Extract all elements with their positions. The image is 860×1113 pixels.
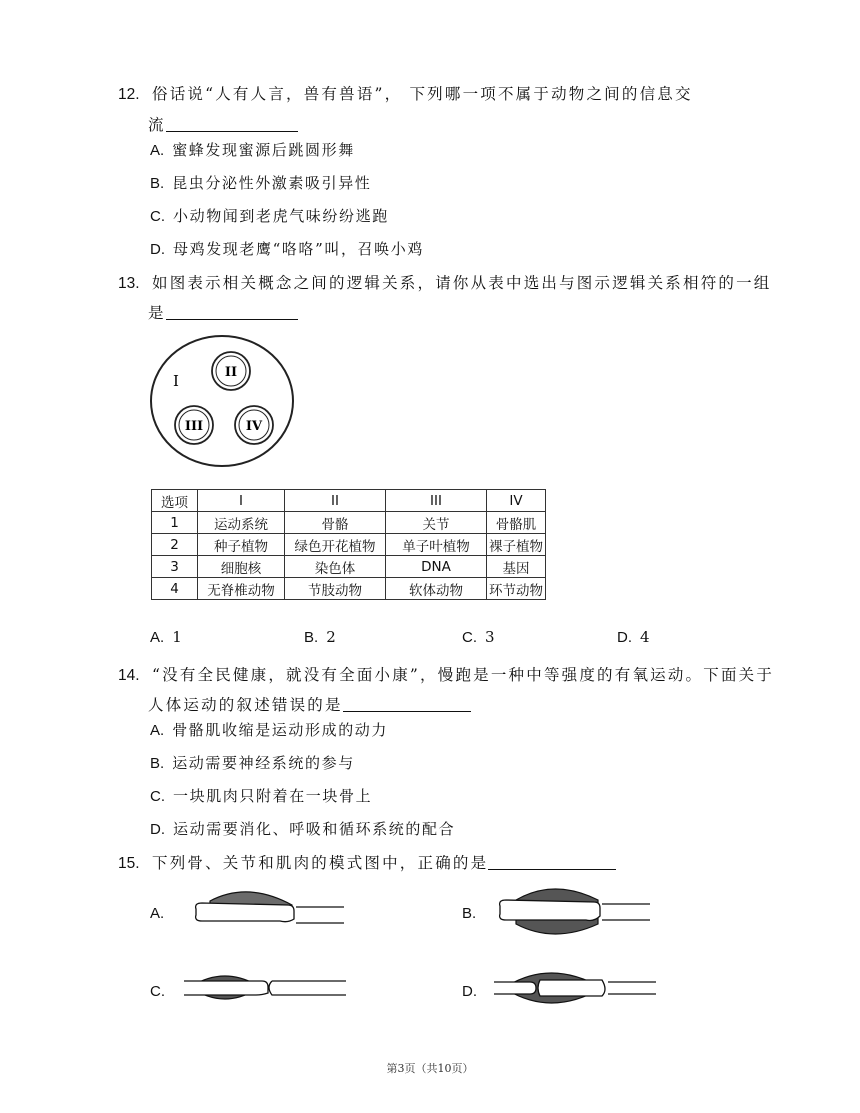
table-cell: 细胞核 xyxy=(198,556,285,578)
option-text: 1 xyxy=(172,628,182,646)
option-text: 3 xyxy=(485,628,495,646)
option-text: 昆虫分泌性外激素吸引异性 xyxy=(172,174,372,192)
answer-blank[interactable] xyxy=(343,697,471,712)
muscle-diagram-c xyxy=(180,963,350,1013)
bone-right xyxy=(269,981,346,995)
question-text: 下列骨、关节和肌肉的模式图中，正确的是 xyxy=(152,854,489,872)
question-14-stem-cont xyxy=(148,693,471,715)
table-cell: 环节动物 xyxy=(487,578,546,600)
options-table xyxy=(151,489,546,600)
option-letter: C. xyxy=(150,983,165,1000)
option-text: 4 xyxy=(640,628,650,646)
q14-option-a[interactable] xyxy=(150,719,388,740)
question-12-stem xyxy=(118,82,693,104)
question-number: 15. xyxy=(118,855,140,872)
table-cell: 2 xyxy=(152,534,198,556)
table-cell: 骨骼肌 xyxy=(487,512,546,534)
option-letter: B. xyxy=(304,629,319,646)
q15-option-a[interactable] xyxy=(150,904,172,922)
table-row xyxy=(152,512,546,534)
table-cell: 单子叶植物 xyxy=(386,534,487,556)
question-13-stem xyxy=(118,271,772,293)
question-12-stem-cont xyxy=(148,113,298,135)
question-number: 12. xyxy=(118,86,140,103)
table-cell: 软体动物 xyxy=(386,578,487,600)
table-cell: 裸子植物 xyxy=(487,534,546,556)
option-letter: B. xyxy=(150,175,165,192)
question-text: 流 xyxy=(148,116,166,134)
option-text: 运动需要神经系统的参与 xyxy=(172,754,355,772)
q13-option-d[interactable] xyxy=(617,628,650,646)
muscle-diagram-b xyxy=(494,882,654,942)
table-cell: 1 xyxy=(152,512,198,534)
option-letter: C. xyxy=(150,788,165,805)
label-iv: IV xyxy=(245,419,263,434)
page-footer: 第3页（共10页） xyxy=(386,1062,474,1075)
bone xyxy=(196,903,294,922)
option-letter: D. xyxy=(150,241,165,258)
option-letter: C. xyxy=(150,208,165,225)
table-cell: 染色体 xyxy=(285,556,386,578)
header-cell: 选项 xyxy=(152,490,198,512)
table-cell: 绿色开花植物 xyxy=(285,534,386,556)
bone-right xyxy=(608,982,656,994)
table-row xyxy=(152,534,546,556)
header-cell: III xyxy=(386,490,487,512)
q14-option-d[interactable] xyxy=(150,818,455,839)
q13-option-a[interactable] xyxy=(150,628,182,646)
option-letter: D. xyxy=(150,821,165,838)
question-13-stem-cont xyxy=(148,301,298,323)
option-letter: C. xyxy=(462,629,477,646)
q12-option-b[interactable] xyxy=(150,172,371,193)
venn-diagram xyxy=(148,333,298,471)
option-letter: D. xyxy=(462,983,477,1000)
table-cell: 无脊椎动物 xyxy=(198,578,285,600)
outer-circle xyxy=(151,336,293,466)
option-text: 小动物闻到老虎气味纷纷逃跑 xyxy=(173,207,389,225)
table-cell: 基因 xyxy=(487,556,546,578)
q12-option-a[interactable] xyxy=(150,139,355,160)
table-cell: 种子植物 xyxy=(198,534,285,556)
q14-option-c[interactable] xyxy=(150,785,372,806)
header-cell: II xyxy=(285,490,386,512)
question-text: 俗话说“人有人言，兽有兽语”， 下列哪一项不属于动物之间的信息交 xyxy=(152,85,693,103)
header-cell: I xyxy=(198,490,285,512)
question-text: 人体运动的叙述错误的是 xyxy=(148,696,343,714)
table-cell: DNA xyxy=(386,556,487,578)
table-cell: 3 xyxy=(152,556,198,578)
table-cell: 节肢动物 xyxy=(285,578,386,600)
bone-left xyxy=(494,982,536,994)
option-letter: D. xyxy=(617,629,632,646)
q12-option-d[interactable] xyxy=(150,238,424,259)
table-cell: 骨骼 xyxy=(285,512,386,534)
table-row xyxy=(152,578,546,600)
q14-option-b[interactable] xyxy=(150,752,355,773)
bone-right xyxy=(602,904,650,920)
option-letter: A. xyxy=(150,905,165,922)
option-text: 骨骼肌收缩是运动形成的动力 xyxy=(172,721,388,739)
table-header-row xyxy=(152,490,546,512)
table-cell: 4 xyxy=(152,578,198,600)
label-ii: II xyxy=(224,365,238,380)
option-letter: B. xyxy=(462,905,477,922)
option-text: 2 xyxy=(326,628,336,646)
bone-middle xyxy=(538,980,605,996)
bone-left xyxy=(184,981,268,995)
question-text: 是 xyxy=(148,304,166,322)
table-cell: 关节 xyxy=(386,512,487,534)
q15-option-d[interactable] xyxy=(462,982,485,1000)
table-row xyxy=(152,556,546,578)
question-text: 如图表示相关概念之间的逻辑关系，请你从表中选出与图示逻辑关系相符的一组 xyxy=(152,274,772,292)
option-letter: A. xyxy=(150,722,165,739)
muscle-diagram-a xyxy=(188,887,348,937)
q13-option-b[interactable] xyxy=(304,628,336,646)
label-i: I xyxy=(173,372,179,390)
answer-blank[interactable] xyxy=(166,117,298,132)
option-letter: A. xyxy=(150,629,165,646)
q15-option-b[interactable] xyxy=(462,904,484,922)
question-number: 13. xyxy=(118,275,140,292)
bone-right xyxy=(296,907,344,923)
q13-option-c[interactable] xyxy=(462,628,495,646)
option-letter: B. xyxy=(150,755,165,772)
option-text: 母鸡发现老鹰“咯咯”叫，召唤小鸡 xyxy=(173,240,424,258)
label-iii: III xyxy=(184,419,204,434)
question-14-stem xyxy=(118,663,774,685)
question-number: 14. xyxy=(118,667,140,684)
answer-blank[interactable] xyxy=(488,855,616,870)
option-text: 蜜蜂发现蜜源后跳圆形舞 xyxy=(172,141,355,159)
q15-option-c[interactable] xyxy=(150,982,173,1000)
q12-option-c[interactable] xyxy=(150,205,389,226)
header-cell: IV xyxy=(487,490,546,512)
question-15-stem xyxy=(118,851,616,873)
option-text: 运动需要消化、呼吸和循环系统的配合 xyxy=(173,820,456,838)
answer-blank[interactable] xyxy=(166,305,298,320)
muscle-diagram-d xyxy=(490,960,660,1016)
question-text: “没有全民健康，就没有全面小康”，慢跑是一种中等强度的有氧运动。下面关于 xyxy=(152,666,775,684)
option-letter: A. xyxy=(150,142,165,159)
table-cell: 运动系统 xyxy=(198,512,285,534)
option-text: 一块肌肉只附着在一块骨上 xyxy=(173,787,373,805)
bone xyxy=(500,900,600,921)
